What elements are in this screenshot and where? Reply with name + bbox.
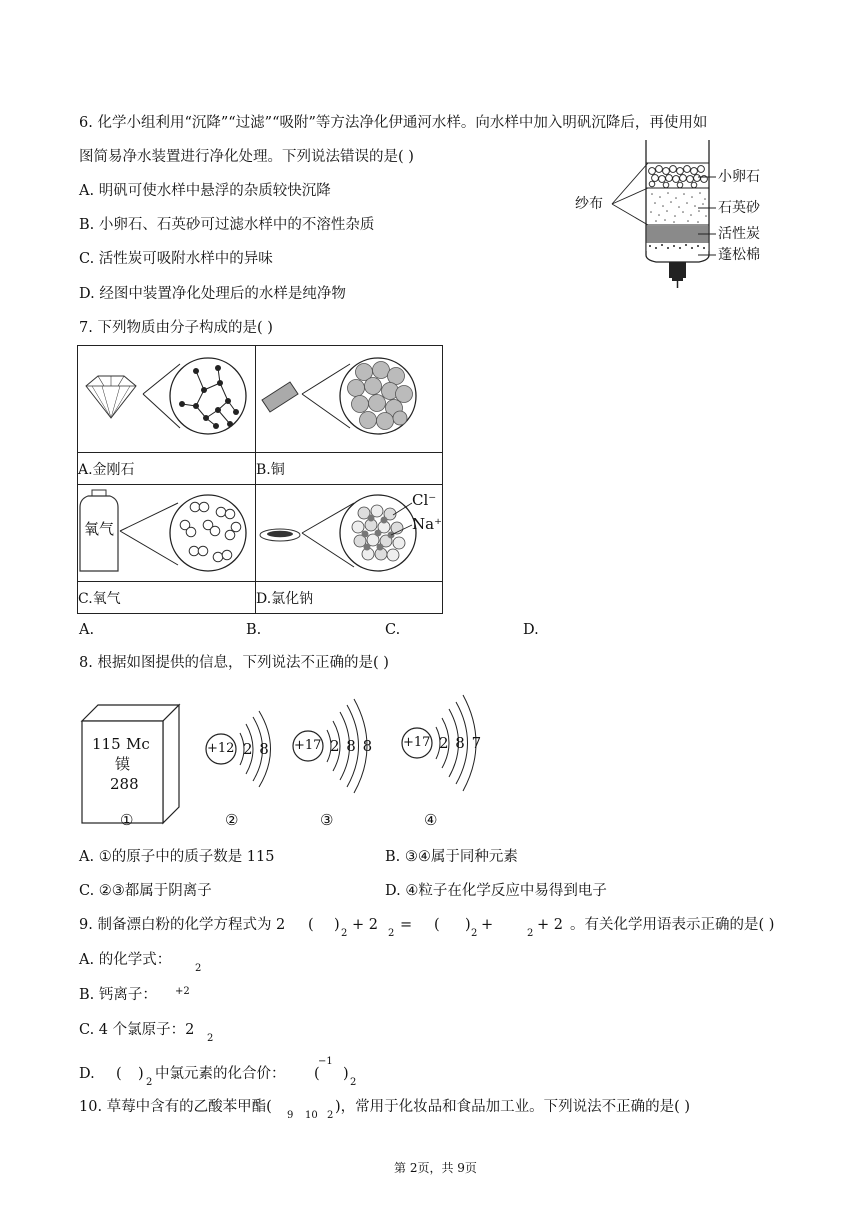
q10-sub-2: 2 xyxy=(327,1110,334,1121)
cell-c-oxygen: C.氧气 xyxy=(78,582,256,614)
element-mass: 288 xyxy=(110,775,139,793)
q9-plus: + xyxy=(481,917,494,933)
q9-sub-2: 2 xyxy=(388,928,395,939)
q7-substance-table xyxy=(77,345,443,614)
q9-stem-end: 。有关化学用语表示正确的是( ) xyxy=(570,917,775,933)
label-gauze: 纱布 xyxy=(575,196,603,212)
q9-paren-close-1: ) xyxy=(334,917,340,933)
q9-plus-2b: + 2 xyxy=(537,917,563,933)
q7-stem: 7. 下列物质由分子构成的是( ) xyxy=(79,320,273,336)
q9-sub-3: 2 xyxy=(471,928,478,939)
water-purifier-figure xyxy=(570,138,800,290)
q9-option-d-text: 中氯元素的化合价： xyxy=(155,1066,286,1082)
q9-equals: = xyxy=(400,917,413,933)
copper-structure-figure xyxy=(256,346,442,448)
cell-oxygen-image xyxy=(78,485,256,582)
chloride-ion-label: Cl⁻ xyxy=(412,491,437,509)
page-footer: 第 2页，共 9页 xyxy=(394,1161,477,1175)
cell-diamond-image xyxy=(78,346,256,453)
element-name: 镆 xyxy=(115,755,131,773)
q8-option-b: B. ③④属于同种元素 xyxy=(385,849,518,865)
cell-sodium-chloride-image xyxy=(256,485,443,582)
marker-1: ① xyxy=(120,811,134,829)
q9-option-d-sub-2: 2 xyxy=(350,1077,357,1088)
cell-a-diamond: A.金刚石 xyxy=(78,453,256,485)
q9-paren-open-1: ( xyxy=(308,917,314,933)
label-cotton: 蓬松棉 xyxy=(718,247,760,263)
q8-option-d: D. ④粒子在化学反应中易得到电子 xyxy=(385,883,607,899)
marker-2: ② xyxy=(225,811,239,829)
q10-stem-end: )，常用于化妆品和食品加工业。下列说法不正确的是( ) xyxy=(335,1099,691,1115)
label-quartz-sand: 石英砂 xyxy=(718,200,760,216)
q10-sub-9: 9 xyxy=(287,1110,294,1121)
q6-option-b: B. 小卵石、石英砂可过滤水样中的不溶性杂质 xyxy=(79,217,375,233)
marker-4: ④ xyxy=(424,811,438,829)
q6-option-d: D. 经图中装置净化处理后的水样是纯净物 xyxy=(79,286,346,302)
q9-option-a: A. 的化学式： xyxy=(79,952,172,968)
element-number: 115 xyxy=(92,735,121,753)
q6-option-c: C. 活性炭可吸附水样中的异味 xyxy=(79,251,273,267)
q9-option-d-paren-close-2: ) xyxy=(343,1066,349,1082)
q9-plus-2: + 2 xyxy=(352,917,378,933)
q9-option-d-paren-open-2: ( xyxy=(314,1066,320,1082)
q9-option-c: C. 4 个氯原子：2 xyxy=(79,1022,195,1038)
q7-answer-c: C. xyxy=(385,622,401,638)
sodium-ion-label: Na⁺ xyxy=(412,515,442,533)
q10-sub-10: 10 xyxy=(305,1110,318,1121)
element-symbol: Mc xyxy=(126,735,150,753)
q9-option-b: B. 钙离子： xyxy=(79,987,157,1003)
q9-option-d-label: D. xyxy=(79,1066,95,1082)
q9-option-a-sub: 2 xyxy=(195,963,202,974)
cell-copper-image xyxy=(256,346,443,453)
q9-option-d-paren-close: ) xyxy=(138,1066,144,1082)
label-activated-carbon: 活性炭 xyxy=(718,226,760,242)
cell-d-sodium-chloride: D.氯化钠 xyxy=(256,582,443,614)
q8-option-a: A. ①的原子中的质子数是 115 xyxy=(79,849,275,865)
q6-stem-line2: 图简易净水装置进行净化处理。下列说法错误的是( ) xyxy=(79,149,414,165)
cell-b-copper: B.铜 xyxy=(256,453,443,485)
q8-stem: 8. 根据如图提供的信息，下列说法不正确的是( ) xyxy=(79,655,389,671)
diamond-structure-figure xyxy=(78,346,255,448)
element-cube-figure xyxy=(80,703,184,825)
q6-stem-line1: 6. 化学小组利用“沉降”“过滤”“吸附”等方法净化伊通河水样。向水样中加入明矾沉降后，再使用如 xyxy=(79,115,708,131)
q9-paren-close-2: ) xyxy=(465,917,471,933)
atom-2-shells: 2 8 xyxy=(243,740,270,758)
q9-option-d-paren-open: ( xyxy=(116,1066,122,1082)
q6-option-a: A. 明矾可使水样中悬浮的杂质较快沉降 xyxy=(79,183,331,199)
atom-4-nucleus: +17 xyxy=(403,735,431,750)
atom-2-nucleus: +12 xyxy=(207,741,235,756)
q9-option-d-sub: 2 xyxy=(146,1077,153,1088)
q9-stem-start: 9. 制备漂白粉的化学方程式为 2 xyxy=(79,917,286,933)
q7-answer-a: A. xyxy=(79,622,95,638)
q9-option-c-sub: 2 xyxy=(207,1033,214,1044)
q9-sub-4: 2 xyxy=(527,928,534,939)
q8-option-c: C. ②③都属于阴离子 xyxy=(79,883,212,899)
q9-sub-1: 2 xyxy=(341,928,348,939)
q9-option-b-charge: +2 xyxy=(175,986,190,997)
q9-paren-open-2: ( xyxy=(434,917,440,933)
q7-answer-d: D. xyxy=(523,622,539,638)
marker-3: ③ xyxy=(320,811,334,829)
q7-answer-b: B. xyxy=(246,622,262,638)
atom-3-nucleus: +17 xyxy=(294,738,322,753)
oxygen-bottle-label: 氧气 xyxy=(84,520,115,538)
q10-stem-start: 10. 草莓中含有的乙酸苯甲酯( xyxy=(79,1099,272,1115)
label-pebbles: 小卵石 xyxy=(718,169,760,185)
atom-3-shells: 2 8 8 xyxy=(330,737,374,755)
q9-option-d-valence: −1 xyxy=(318,1056,333,1067)
atom-4-shells: 2 8 7 xyxy=(439,734,483,752)
